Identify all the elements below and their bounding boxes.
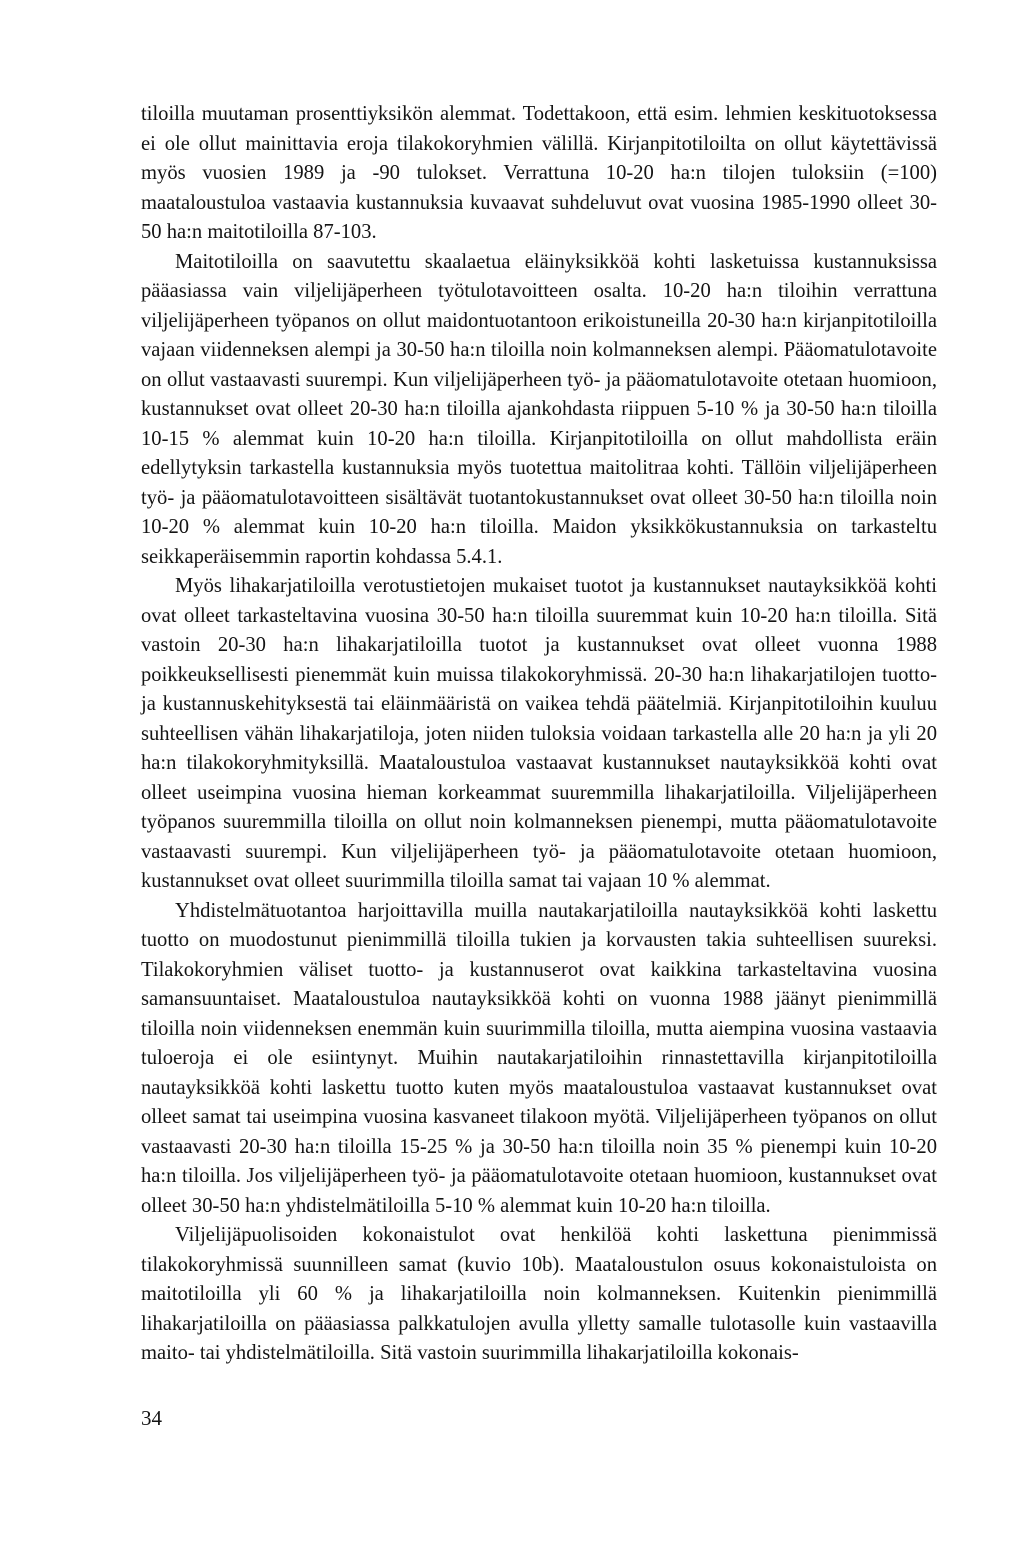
paragraph-5: Viljelijäpuolisoiden kokonaistulot ovat henkilöä kohti laskettuna pienimmissä tilakokoryhmissä suunnilleen samat (kuvio 10b). Maataloustulon osuus kokonaistuloista on maitotiloilla yli 60 % ja lihakarjatiloilla noin kolmanneksen. Kuitenkin pienimmillä lihakarjatiloilla on pääasiassa palkkatulojen avulla ylletty samalle tulotasolle kuin vastaavilla maito- tai yhdistelmätiloilla. Sitä vastoin suurimmilla lihakarjatiloilla kokonais- — [141, 1224, 937, 1364]
paragraph-1: tiloilla muutaman prosenttiyksikön alemmat. Todettakoon, että esim. lehmien keskituotoksessa ei ole ollut mainittavia eroja tilakokoryhmien välillä. Kirjanpitotiloilta on ollut käytettävissä myös vuosien 1989 ja -90 tulokset. Verrattuna 10-20 ha:n tilojen tuloksiin (=100) maataloustuloa vastaavia kustannuksia kuvaavat suhdeluvut ovat vuosina 1985-1990 olleet 30-50 ha:n maitotiloilla 87-103. — [141, 103, 937, 243]
paragraph-4: Yhdistelmätuotantoa harjoittavilla muilla nautakarjatiloilla nautayksikköä kohti laskettu tuotto on muodostunut pienimmillä tiloilla tukien ja korvausten takia suhteellisen suureksi. Tilakokoryhmien väliset tuotto- ja kustannuserot ovat kaikkina tarkasteltavina vuosina samansuuntaiset. Maataloustuloa nautayksikköä kohti on vuonna 1988 jäänyt pienimmillä tiloilla noin viidenneksen enemmän kuin suurimmilla tiloilla, mutta aiempina vuosina vastaavia tuloeroja ei ole esiintynyt. Muihin nautakarjatiloihin rinnastettavilla kirjanpitotiloilla nautayksikköä kohti laskettu tuotto kuten myös maataloustuloa vastaavat kustannukset ovat olleet samat tai useimpina vuosina kasvaneet tilakoon myötä. Viljelijäperheen työpanos on ollut vastaavasti 20-30 ha:n tiloilla 15-25 % ja 30-50 ha:n tiloilla noin 35 % pienempi kuin 10-20 ha:n tiloilla. Jos viljelijäperheen työ- ja pääomatulotavoite otetaan huomioon, kustannukset ovat olleet 30-50 ha:n yhdistelmätiloilla 5-10 % alemmat kuin 10-20 ha:n tiloilla. — [141, 899, 937, 1217]
page-number: 34 — [141, 1406, 162, 1430]
body-text — [141, 100, 937, 1369]
paragraph-2: Maitotiloilla on saavutettu skaalaetua eläinyksikköä kohti lasketuissa kustannuksissa pääasiassa vain viljelijäperheen työtulotavoitteen osalta. 10-20 ha:n tiloihin verrattuna viljelijäperheen työpanos on ollut maidontuotantoon erikoistuneilla 20-30 ha:n kirjanpitotiloilla vajaan viidenneksen alempi ja 30-50 ha:n tiloilla noin kolmanneksen alempi. Pääomatulotavoite on ollut vastaavasti suurempi. Kun viljelijäperheen työ- ja pääomatulotavoite otetaan huomioon, kustannukset ovat olleet 20-30 ha:n tiloilla ajankohdasta riippuen 5-10 % ja 30-50 ha:n tiloilla 10-15 % alemmat kuin 10-20 ha:n tiloilla. Kirjanpitotiloilla on ollut mahdollista eräin edellytyksin tarkastella kustannuksia myös tuotettua maitolitraa kohti. Tällöin viljelijäperheen työ- ja pääomatulotavoitteen sisältävät tuotantokustannukset ovat olleet 30-50 ha:n tiloilla noin 10-20 % alemmat kuin 10-20 ha:n tiloilla. Maidon yksikkökustannuksia on tarkasteltu seikkaperäisemmin raportin kohdassa 5.4.1. — [141, 250, 937, 568]
paragraph-3: Myös lihakarjatiloilla verotustietojen mukaiset tuotot ja kustannukset nautayksikköä kohti ovat olleet tarkasteltavina vuosina 30-50 ha:n tiloilla suuremmat kuin 10-20 ha:n tiloilla. Sitä vastoin 20-30 ha:n lihakarjatiloilla tuotot ja kustannukset ovat olleet vuonna 1988 poikkeuksellisesti pienemmät kuin muissa tilakokoryhmissä. 20-30 ha:n lihakarjatilojen tuotto- ja kustannuskehityksestä tai eläinmääristä on vaikea tehdä päätelmiä. Kirjanpitotiloihin kuuluu suhteellisen vähän lihakarjatiloja, joten niiden tuloksia voidaan tarkastella alle 20 ha:n ja yli 20 ha:n tilakokoryhmityksillä. Maataloustuloa vastaavat kustannukset nautayksikköä kohti ovat olleet useimpina vuosina hieman korkeammat suuremmilla lihakarjatiloilla. Viljelijäperheen työpanos suuremmilla tiloilla on ollut noin kolmanneksen pienempi, mutta pääomatulotavoite vastaavasti suurempi. Kun viljelijäperheen työ- ja pääomatulotavoite otetaan huomioon, kustannukset ovat olleet suurimmilla tiloilla samat tai vajaan 10 % alemmat. — [141, 575, 937, 892]
